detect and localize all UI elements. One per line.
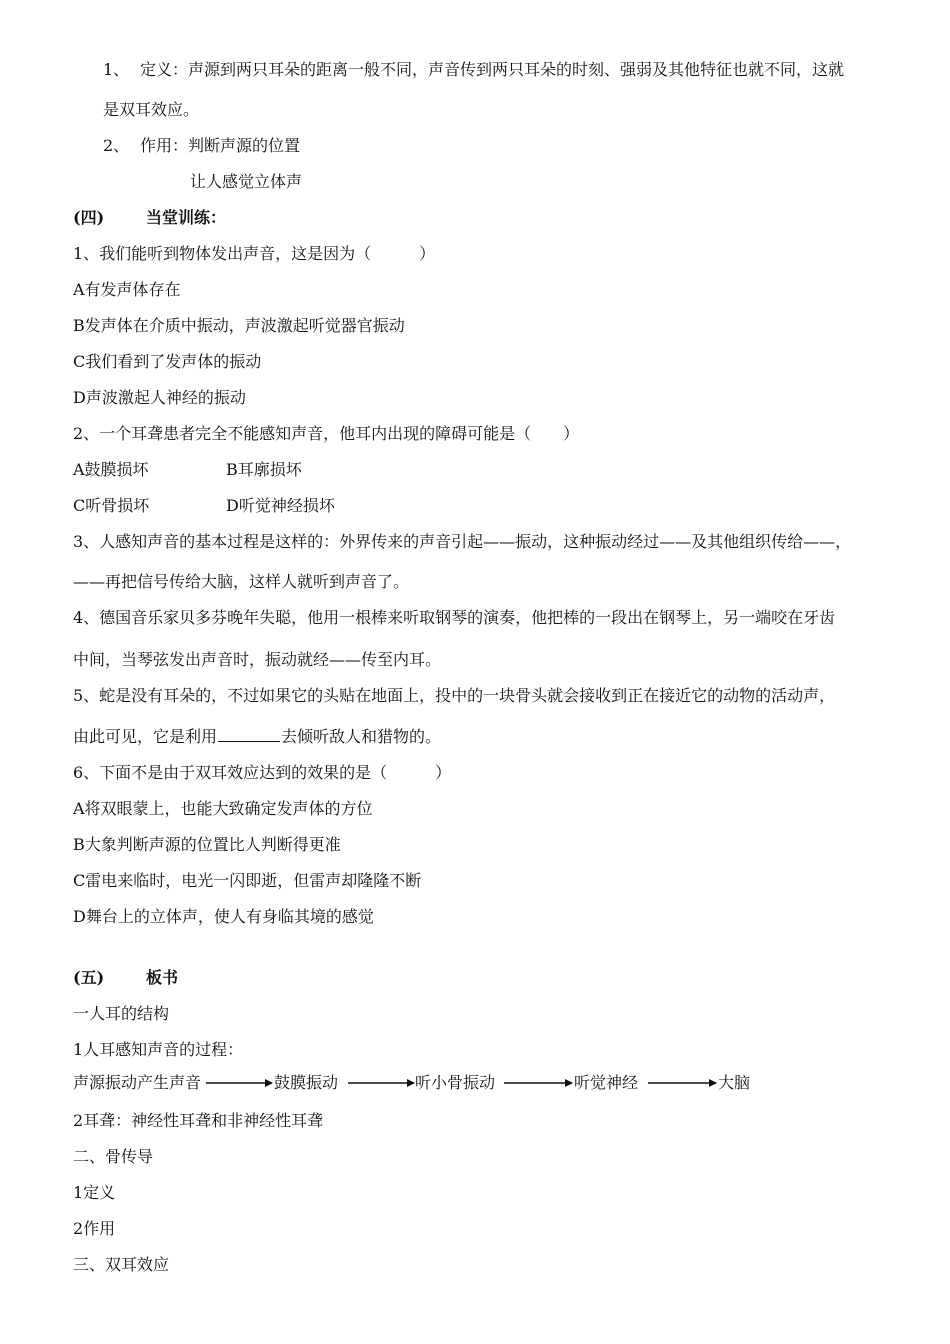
hearing-process-flow <box>73 1073 853 1095</box>
function-line-1: 2、 作用：判断声源的位置 <box>103 136 301 155</box>
question-5-line-2: 由此可见，它是利用 去倾听敌人和猎物的。 <box>73 727 442 746</box>
q2-option-a: A鼓膜损坏 <box>73 460 149 479</box>
answer-blank <box>218 727 280 742</box>
q6-option-b: B大象判断声源的位置比人判断得更准 <box>73 835 341 854</box>
q6-option-c: C雷电来临时，电光一闪即逝，但雷声却隆隆不断 <box>73 871 422 890</box>
question-3-line-2: ——再把信号传给大脑，这样人就听到声音了。 <box>73 572 410 591</box>
definition-line-1: 1、 定义：声源到两只耳朵的距离一般不同，声音传到两只耳朵的时刻、强弱及其他特征也就不同，这就 <box>103 60 845 79</box>
board-line-4: 二、骨传导 <box>73 1147 154 1166</box>
item-number: 2、 <box>103 136 130 155</box>
q1-option-a: A有发声体存在 <box>73 280 181 299</box>
function-line-2: 让人感觉立体声 <box>190 172 303 191</box>
section-5-heading: (五) 板书 <box>73 968 179 987</box>
question-2: 2、一个耳聋患者完全不能感知声音，他耳内出现的障碍可能是（ ） <box>73 424 580 443</box>
q2-options-row-2 <box>73 496 335 516</box>
q1-option-b: B发声体在介质中振动，声波激起听觉器官振动 <box>73 316 405 335</box>
flow-node-eardrum: 鼓膜振动 <box>274 1073 339 1092</box>
flow-node-brain: 大脑 <box>718 1073 751 1092</box>
board-line-2: 1人耳感知声音的过程： <box>73 1040 244 1059</box>
flow-node-auditory-nerve: 听觉神经 <box>574 1073 639 1092</box>
board-line-3: 2耳聋：神经性耳聋和非神经性耳聋 <box>73 1111 324 1130</box>
board-line-6: 2作用 <box>73 1219 116 1238</box>
q2-option-c: C听骨损坏 <box>73 496 150 515</box>
flow-node-sound-source: 声源振动产生声音 <box>73 1073 202 1092</box>
definition-line-2: 是双耳效应。 <box>103 100 200 119</box>
question-4-line-2: 中间，当琴弦发出声音时，振动就经——传至内耳。 <box>73 650 442 669</box>
board-line-5: 1定义 <box>73 1183 116 1202</box>
flow-node-ossicles: 听小骨振动 <box>415 1073 496 1092</box>
q2-options-row-1 <box>73 460 302 480</box>
q2-option-d: D听觉神经损坏 <box>226 496 335 515</box>
question-3-line-1: 3、人感知声音的基本过程是这样的：外界传来的声音引起——振动，这种振动经过——及其他组织传给——， <box>73 532 852 551</box>
question-1: 1、我们能听到物体发出声音，这是因为（ ） <box>73 244 436 263</box>
question-5-line-1: 5、蛇是没有耳朵的，不过如果它的头贴在地面上，投中的一块骨头就会接收到正在接近它的动物的活动声， <box>73 686 836 705</box>
q1-option-d: D声波激起人神经的振动 <box>73 388 246 407</box>
board-line-7: 三、双耳效应 <box>73 1255 170 1274</box>
q6-option-a: A将双眼蒙上，也能大致确定发声体的方位 <box>73 799 373 818</box>
q1-option-c: C我们看到了发声体的振动 <box>73 352 262 371</box>
q2-option-b: B耳廓损坏 <box>226 460 302 479</box>
q6-option-d: D舞台上的立体声，使人有身临其境的感觉 <box>73 907 374 926</box>
board-line-1: 一人耳的结构 <box>73 1004 170 1023</box>
item-number: 1、 <box>103 60 130 79</box>
question-6: 6、下面不是由于双耳效应达到的效果的是（ ） <box>73 763 452 782</box>
section-4-heading: (四) 当堂训练： <box>73 208 227 227</box>
question-4-line-1: 4、德国音乐家贝多芬晚年失聪，他用一根棒来听取钢琴的演奏，他把棒的一段出在钢琴上，另一端咬在牙齿 <box>73 608 836 627</box>
